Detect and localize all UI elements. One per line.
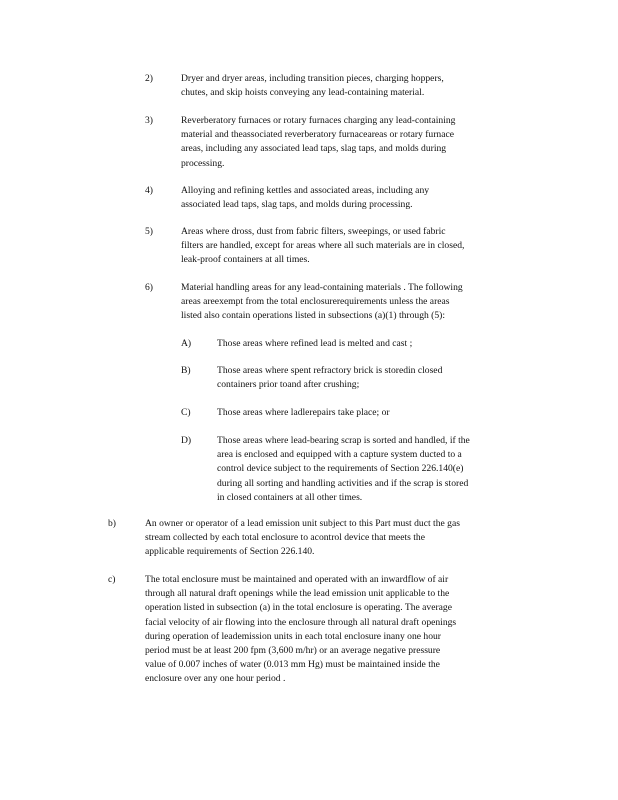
text-line: stream collected by each total enclosure to acontrol device that meets the bbox=[145, 532, 425, 544]
item-label: A) bbox=[181, 338, 192, 349]
item-label: 3) bbox=[145, 115, 153, 126]
text-line: Material handling areas for any lead-containing materials . The following bbox=[181, 282, 463, 293]
text-line: applicable requirements of Section 226.140. bbox=[145, 546, 315, 558]
text-line: during all sorting and handling activities and if the scrap is stored bbox=[217, 477, 469, 489]
text-line: Alloying and refining kettles and associated areas, including any bbox=[181, 185, 430, 196]
text-line: Those areas where refined lead is melted and cast ; bbox=[217, 338, 413, 349]
text-line: Those areas where lead-bearing scrap is sorted and handled, if the bbox=[217, 435, 470, 446]
item-label: c) bbox=[108, 574, 116, 585]
text-line: material and theassociated reverberatory furnaceareas or rotary furnace bbox=[181, 129, 454, 141]
item-text bbox=[217, 337, 517, 351]
item-label: C) bbox=[181, 407, 191, 418]
text-line: associated lead taps, slag taps, and molds during processing. bbox=[181, 199, 413, 211]
text-line: Reverberatory furnaces or rotary furnaces charging any lead-containing bbox=[181, 115, 456, 126]
text-line: Those areas where spent refractory brick is storedin closed bbox=[217, 365, 443, 376]
text-line: enclosure over any one hour period . bbox=[145, 673, 286, 685]
item-text bbox=[217, 364, 517, 392]
text-line: An owner or operator of a lead emission unit subject to this Part must duct the gas bbox=[145, 518, 460, 529]
item-label: 5) bbox=[145, 226, 153, 237]
item-label: b) bbox=[108, 518, 116, 529]
text-line: Those areas where ladlerepairs take place; or bbox=[217, 407, 390, 418]
text-line: area is enclosed and equipped with a capture system ducted to a bbox=[217, 449, 462, 461]
text-line: value of 0.007 inches of water (0.013 mm Hg) must be maintained inside the bbox=[145, 659, 440, 671]
text-line: listed also contain operations listed in subsections (a)(1) through (5): bbox=[181, 310, 446, 322]
item-label: D) bbox=[181, 435, 192, 446]
text-line: chutes, and skip hoists conveying any lead-containing material. bbox=[181, 87, 425, 99]
item-label: B) bbox=[181, 365, 191, 376]
item-text bbox=[181, 225, 526, 268]
text-line: processing. bbox=[181, 157, 225, 169]
text-line: The total enclosure must be maintained and operated with an inwardflow of air bbox=[145, 574, 449, 585]
text-line: leak-proof containers at all times. bbox=[181, 254, 310, 266]
text-line: control device subject to the requirements of Section 226.140(e) bbox=[217, 463, 464, 475]
text-line: operation listed in subsection (a) in the total enclosure is operating. The average bbox=[145, 602, 452, 614]
item-text bbox=[181, 114, 526, 171]
item-text bbox=[181, 281, 526, 324]
item-text bbox=[145, 573, 532, 687]
text-line: through all natural draft openings while the lead emission unit applicable to the bbox=[145, 588, 450, 600]
text-line: Dryer and dryer areas, including transition pieces, charging hoppers, bbox=[181, 73, 444, 84]
item-label: 4) bbox=[145, 185, 153, 196]
text-line: filters are handled, except for areas where all such materials are in closed, bbox=[181, 240, 465, 252]
text-line: during operation of leademission units in each total enclosure inany one hour bbox=[145, 630, 441, 642]
text-line: containers prior toand after crushing; bbox=[217, 379, 360, 391]
text-line: facial velocity of air flowing into the enclosure through all natural draft openings bbox=[145, 616, 457, 628]
item-label: 2) bbox=[145, 73, 153, 84]
text-line: Areas where dross, dust from fabric filters, sweepings, or used fabric bbox=[181, 226, 446, 237]
item-text bbox=[217, 434, 533, 505]
item-text bbox=[181, 72, 511, 100]
item-text bbox=[145, 517, 538, 560]
item-label: 6) bbox=[145, 282, 153, 293]
text-line: period must be at least 200 fpm (3,600 m/hr) or an average negative pressure bbox=[145, 645, 441, 657]
item-text bbox=[217, 406, 517, 420]
item-text bbox=[181, 184, 501, 212]
text-line: areas areexempt from the total enclosurerequirements unless the areas bbox=[181, 296, 450, 308]
text-line: areas, including any associated lead taps, slag taps, and molds during bbox=[181, 143, 447, 155]
text-line: in closed containers at all other times. bbox=[217, 491, 363, 503]
